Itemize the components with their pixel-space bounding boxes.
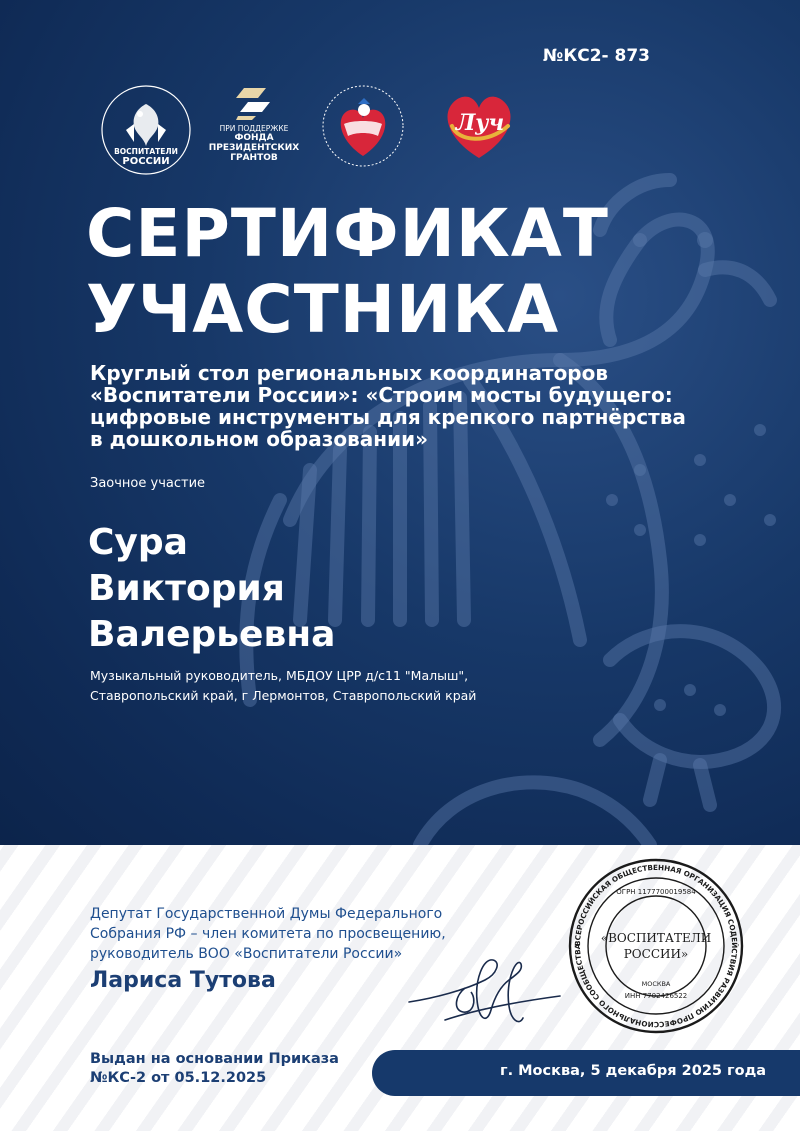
logo-grants-line2: ФОНДА	[234, 133, 274, 143]
stamp-center-line-2: РОССИИ»	[623, 947, 689, 961]
participant-position	[90, 666, 476, 706]
logo-grants-line4: ГРАНТОВ	[230, 153, 278, 163]
signatory-title-line-2: Собрания РФ – член комитета по просвещению,	[90, 926, 446, 942]
certificate-number: №КС2- 873	[542, 46, 650, 66]
stamp-center-line-1: «ВОСПИТАТЕЛИ	[600, 931, 712, 945]
issued-basis	[90, 1050, 339, 1088]
event-description	[90, 362, 740, 450]
stamp-ogrn: ОГРН 1177700019584	[616, 888, 696, 896]
grant-fund-icon	[236, 84, 272, 120]
event-line-3: цифровые инструменты для крепкого партнёрства	[90, 405, 686, 429]
event-line-4: в дошкольном образовании»	[90, 427, 429, 451]
heart-bird-icon	[318, 80, 408, 172]
signatory-name: Лариса Тутова	[90, 968, 276, 993]
signatory-title-line-3: руководитель ВОО «Воспитатели России»	[90, 946, 403, 962]
logo-vospitateli-line2: РОССИИ	[122, 156, 170, 167]
logo-grants-text	[206, 124, 302, 163]
organization-stamp	[566, 856, 746, 1036]
stamp-ring-text: ВСЕРОССИЙСКАЯ ОБЩЕСТВЕННАЯ ОРГАНИЗАЦИЯ СОДЕЙСТВИЯ РАЗВИТИЮ ПРОФЕССИОНАЛЬНОГО СООБЩЕСТВА	[572, 862, 740, 1030]
issue-date-place: г. Москва, 5 декабря 2025 года	[500, 1063, 767, 1079]
participant-first-name: Виктория	[88, 568, 285, 609]
stamp-city: МОСКВА	[641, 980, 671, 988]
bird-emblem-icon	[100, 84, 192, 176]
logo-vospitateli-line1: ВОСПИТАТЕЛИ	[114, 147, 178, 156]
event-line-1: Круглый стол региональных координаторов	[90, 361, 609, 385]
position-line-2: Ставропольский край, г Лермонтов, Ставропольский край	[90, 688, 477, 703]
title-line-1: СЕРТИФИКАТ	[86, 195, 609, 272]
participation-mode: Заочное участие	[90, 476, 206, 491]
issued-line-1: Выдан на основании Приказа	[90, 1051, 339, 1067]
participant-name	[88, 520, 335, 658]
title-line-2: УЧАСТНИКА	[86, 271, 560, 348]
signatory-title-line-1: Депутат Государственной Думы Федерального	[90, 906, 443, 922]
luch-heart-icon	[438, 86, 520, 162]
position-line-1: Музыкальный руководитель, МБДОУ ЦРР д/с11 "Малыш",	[90, 668, 469, 683]
participant-patronymic: Валерьевна	[88, 614, 336, 655]
signature-icon	[405, 940, 565, 1035]
logo-grants-line1: ПРИ ПОДДЕРЖКЕ	[219, 124, 289, 133]
issued-line-2: №КС-2 от 05.12.2025	[90, 1070, 267, 1086]
signatory-title	[90, 904, 446, 964]
certificate-title	[86, 196, 609, 348]
logo-luch-text: Луч	[455, 110, 505, 136]
stamp-inn: ИНН 7702426522	[624, 992, 688, 1000]
event-line-2: «Воспитатели России»: «Строим мосты будущего:	[90, 383, 673, 407]
participant-surname: Сура	[88, 522, 188, 563]
logo-grants-line3: ПРЕЗИДЕНТСКИХ	[208, 143, 300, 153]
